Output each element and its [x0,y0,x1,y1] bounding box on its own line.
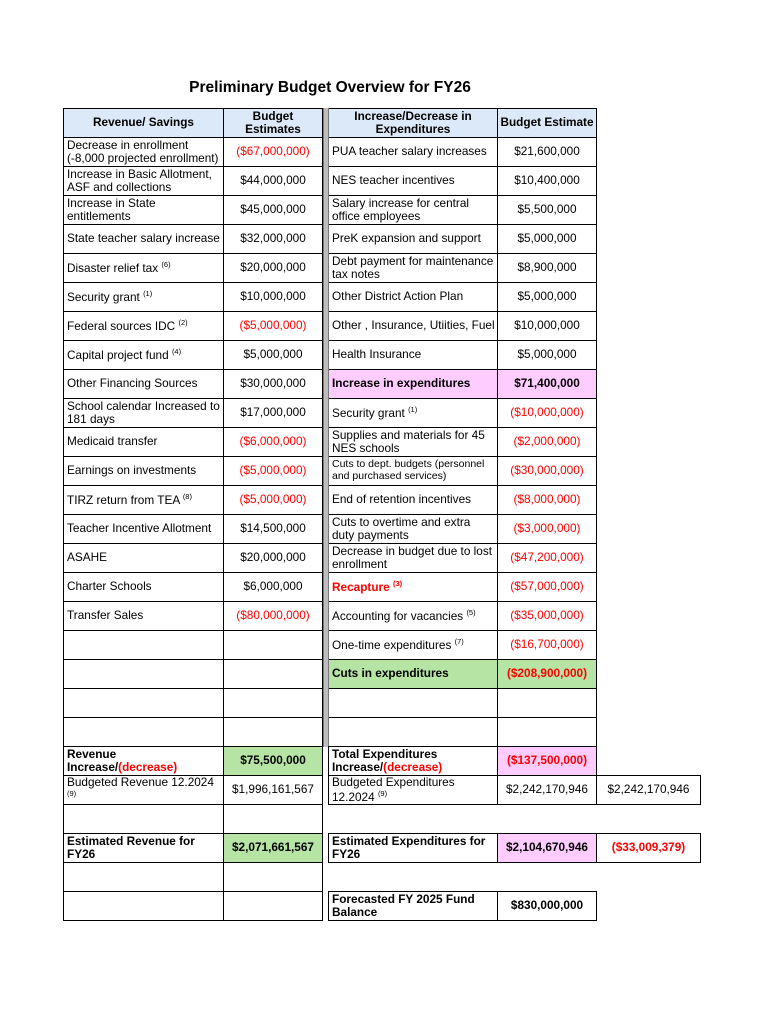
revenue-item-label: State teacher salary increase [67,231,220,246]
row-expenditure-item [328,514,498,544]
row-revenue-item [63,166,224,196]
expenditure-item-label: Health Insurance [332,347,422,362]
expenditure-amount: ($2,000,000) [513,434,581,449]
revenue-amount: $20,000,000 [240,260,306,275]
header-expenditure-estimate-label: Budget Estimate [500,115,594,130]
revenue-item-label: School calendar Increased to 181 days [67,398,220,426]
revenue-amount: ($5,000,000) [239,463,307,478]
column-separator [323,108,329,747]
row-expenditure-item [328,427,498,457]
row-revenue-item [63,659,224,689]
estimated-expenditures-label [328,833,498,863]
expenditure-item [332,145,487,158]
footnote-ref: (8) [182,491,192,501]
expenditure-item-label: NES teacher incentives [332,173,455,188]
revenue-item-label: Other Financing Sources [67,376,198,391]
empty-cell [223,891,323,921]
revenue-item-label: Transfer Sales [67,608,144,623]
row-revenue-item [63,601,224,631]
row-expenditure-item [328,659,498,689]
total-expenditures-amount [497,746,597,776]
expenditure-amount: ($3,000,000) [513,521,581,536]
expenditure-amount: $71,400,000 [514,376,580,391]
empty-cell [328,688,498,718]
row-revenue-item [63,543,224,573]
budgeted-expenditures-value: $2,242,170,946 [505,782,588,797]
row-revenue-amount [223,340,323,370]
total-expenditures-text: Total Expenditures Increase/ [332,746,438,774]
expenditure-item-label: Accounting for vacancies [332,608,464,623]
empty-cell [63,891,224,921]
estimated-revenue-amount [223,833,323,863]
revenue-item [67,168,221,194]
row-expenditure-item [328,456,498,486]
expenditure-item [332,290,463,303]
revenue-amount: $20,000,000 [240,550,306,565]
revenue-amount: ($5,000,000) [239,318,307,333]
revenue-item-label: Charter Schools [67,579,152,594]
row-expenditure-item [328,485,498,515]
row-revenue-amount [223,224,323,254]
row-expenditure-item [328,572,498,602]
budgeted-expenditures [332,776,495,803]
expenditure-amount: $10,400,000 [514,173,580,188]
footnote-ref: (7) [454,636,464,646]
expenditure-item-label: Decrease in budget due to lost enrollment [332,543,493,571]
revenue-amount: $10,000,000 [240,289,306,304]
empty-cell [497,717,597,747]
expenditure-amount: $8,900,000 [517,260,577,275]
budgeted-revenue [67,776,221,803]
revenue-item [67,493,192,507]
revenue-item [67,290,152,304]
estimated-revenue-text: Estimated Revenue for FY26 [67,833,195,861]
footnote-ref: (1) [143,288,153,298]
expenditure-amount: ($8,000,000) [513,492,581,507]
expenditure-item-label: Increase in expenditures [332,376,471,391]
row-expenditure-item [328,340,498,370]
row-revenue-amount [223,137,323,167]
revenue-item [67,464,196,477]
revenue-item-label: Increase in Basic Allotment, ASF and collections [67,166,212,194]
expenditure-amount: $5,500,000 [517,202,577,217]
expenditure-item-label: Recapture [332,579,390,594]
row-expenditure-amount [497,601,597,631]
row-revenue-item [63,369,224,399]
empty-cell [63,862,224,892]
expenditure-item [332,667,449,680]
budgeted-expenditures-label: Budgeted Expenditures 12.2024 [332,775,455,804]
estimated-expenditures-text: Estimated Expenditures for FY26 [332,833,486,861]
estimated-difference-value: ($33,009,379) [611,840,686,855]
expenditure-item-label: Debt payment for maintenance tax notes [332,253,494,281]
row-revenue-item [63,630,224,660]
row-revenue-amount [223,369,323,399]
revenue-item-label: Disaster relief tax [67,260,159,275]
revenue-increase [67,748,221,774]
row-revenue-item [63,514,224,544]
row-expenditure-amount [497,485,597,515]
expenditure-item [332,348,421,361]
revenue-item-label: Increase in State entitlements [67,195,156,223]
revenue-item-label: TIRZ return from TEA [67,492,180,507]
budgeted-expenditures-label [328,775,498,805]
page-title: Preliminary Budget Overview for FY26 [189,79,471,96]
footnote-ref: (9) [67,788,77,798]
revenue-item [67,377,198,390]
expenditure-item-label: Other , Insurance, Utiities, Fuel [332,318,495,333]
row-expenditure-item [328,137,498,167]
estimated-revenue-label [63,833,224,863]
row-expenditure-amount [497,543,597,573]
revenue-amount: $30,000,000 [240,376,306,391]
revenue-amount: ($6,000,000) [239,434,307,449]
row-revenue-item [63,137,224,167]
expenditure-item [332,459,495,483]
empty-cell [223,804,323,834]
expenditure-item [332,516,495,542]
revenue-item [67,348,181,362]
total-expenditures [332,748,495,774]
row-revenue-amount [223,427,323,457]
expenditure-item [332,545,495,571]
row-revenue-item [63,311,224,341]
empty-cell [223,717,323,747]
expenditure-item [332,580,402,594]
budgeted-revenue-label [63,775,224,805]
revenue-item-label: Medicaid transfer [67,434,158,449]
row-revenue-item [63,427,224,457]
row-revenue-amount [223,456,323,486]
row-expenditure-amount [497,311,597,341]
revenue-item-label: Capital project fund [67,347,169,362]
row-expenditure-amount [497,398,597,428]
expenditure-amount: ($208,900,000) [506,666,588,681]
expenditure-item-label: PreK expansion and support [332,231,481,246]
expenditure-item-label: Supplies and materials for 45 NES schools [332,427,485,455]
revenue-item-label: Security grant [67,289,140,304]
expenditure-amount: ($47,200,000) [510,550,584,565]
expenditure-amount: ($10,000,000) [510,405,584,420]
row-expenditure-item [328,224,498,254]
expenditure-item [332,232,481,245]
revenue-item-label: Federal sources IDC [67,318,176,333]
row-expenditure-amount [497,514,597,544]
expenditure-item-label: Cuts in expenditures [332,666,449,681]
expenditure-amount: $5,000,000 [517,231,577,246]
revenue-amount: ($80,000,000) [236,608,310,623]
revenue-amount: $6,000,000 [243,579,303,594]
expenditure-amount: ($16,700,000) [510,637,584,652]
revenue-increase-label [63,746,224,776]
row-revenue-amount [223,195,323,225]
expenditure-amount: $21,600,000 [514,144,580,159]
row-expenditure-amount [497,166,597,196]
row-expenditure-amount [497,630,597,660]
row-expenditure-amount [497,253,597,283]
row-expenditure-amount [497,137,597,167]
expenditure-item-label: Cuts to dept. budgets (personnel and purchased services) [332,458,485,482]
row-expenditure-amount [497,369,597,399]
row-revenue-amount [223,253,323,283]
total-expenditures-decrease: (decrease) [383,760,443,774]
expenditure-amount: $5,000,000 [517,289,577,304]
estimated-expenditures-value: $2,104,670,946 [505,840,588,855]
empty-cell [223,862,323,892]
row-revenue-item [63,572,224,602]
expenditure-item [332,197,495,223]
revenue-item-label: Earnings on investments [67,463,197,478]
row-expenditure-item [328,195,498,225]
footnote-ref: (4) [171,346,182,356]
row-expenditure-amount [497,572,597,602]
row-revenue-amount [223,166,323,196]
budgeted-expenditures-amount [497,775,597,805]
header-revenue-estimates-label: Budget Estimates [245,108,301,136]
row-revenue-amount [223,572,323,602]
row-expenditure-amount [497,659,597,689]
expenditure-item [332,174,455,187]
expenditure-amount: ($57,000,000) [510,579,584,594]
empty-cell [63,804,224,834]
total-expenditures-label [328,746,498,776]
revenue-increase-decrease: (decrease) [118,760,178,774]
row-revenue-item [63,398,224,428]
row-revenue-amount [223,282,323,312]
row-expenditure-item [328,601,498,631]
row-expenditure-item [328,398,498,428]
fund-balance-amount [497,891,597,921]
revenue-amount: $17,000,000 [240,405,306,420]
revenue-amount: $44,000,000 [240,173,306,188]
revenue-amount: $14,500,000 [240,521,306,536]
footnote-ref: (1) [408,404,418,414]
revenue-item [67,580,152,593]
row-revenue-item [63,195,224,225]
header-expenditures [328,108,498,138]
budgeted-revenue-label: Budgeted Revenue 12.2024 [67,775,214,790]
expenditure-item [332,377,470,390]
expenditure-item-label: Cuts to overtime and extra duty payments [332,514,471,542]
revenue-item-label: ASAHE [67,550,107,565]
expenditure-item-label: PUA teacher salary increases [332,144,487,159]
budgeted-revenue-value: $1,996,161,567 [231,782,314,797]
empty-cell [63,688,224,718]
expenditure-item-label: One-time expenditures [332,637,452,652]
row-revenue-item [63,282,224,312]
row-revenue-item [63,253,224,283]
header-revenue-estimates [223,108,323,138]
empty-cell [223,688,323,718]
row-revenue-amount [223,514,323,544]
row-expenditure-item [328,311,498,341]
fund-balance-text: Forecasted FY 2025 Fund Balance [332,891,475,919]
row-revenue-amount [223,659,323,689]
row-expenditure-amount [497,195,597,225]
row-expenditure-item [328,166,498,196]
expenditure-item [332,638,464,652]
revenue-item [67,261,171,275]
estimated-revenue-value: $2,071,661,567 [231,840,314,855]
row-revenue-amount [223,311,323,341]
revenue-amount: ($67,000,000) [236,144,310,159]
row-revenue-amount [223,398,323,428]
budgeted-expenditures-extra-value: $2,242,170,946 [607,782,690,797]
expenditure-item-label: Other District Action Plan [332,289,464,304]
row-expenditure-amount [497,456,597,486]
fund-balance-label [328,891,498,921]
expenditure-item-label: Security grant [332,405,405,420]
total-expenditures-value: ($137,500,000) [506,753,588,768]
row-revenue-item [63,224,224,254]
expenditure-item [332,319,495,332]
footnote-ref: (5) [466,607,476,617]
revenue-increase-amount [223,746,323,776]
revenue-amount: $45,000,000 [240,202,306,217]
footnote-ref: (3) [392,578,403,588]
row-revenue-amount [223,543,323,573]
footnote-ref: (2) [178,317,188,327]
expenditure-item-label: End of retention incentives [332,492,472,507]
row-expenditure-amount [497,282,597,312]
empty-cell [63,717,224,747]
row-expenditure-item [328,282,498,312]
expenditure-amount: $5,000,000 [517,347,577,362]
footnote-ref: (6) [161,259,171,269]
estimated-difference [596,833,701,863]
header-revenue-label: Revenue/ Savings [93,115,194,130]
row-revenue-item [63,340,224,370]
row-expenditure-amount [497,224,597,254]
revenue-item [67,400,221,426]
revenue-item [67,609,143,622]
expenditure-amount: ($35,000,000) [510,608,584,623]
row-revenue-item [63,456,224,486]
header-expenditure-estimate [497,108,597,138]
row-expenditure-item [328,369,498,399]
footnote-ref: (9) [377,788,388,798]
fund-balance-value: $830,000,000 [510,898,584,913]
expenditure-amount: $10,000,000 [514,318,580,333]
revenue-amount: ($5,000,000) [239,492,307,507]
row-expenditure-amount [497,340,597,370]
empty-cell [328,717,498,747]
estimated-expenditures-amount [497,833,597,863]
expenditure-item [332,429,495,455]
budgeted-revenue-amount [223,775,323,805]
revenue-amount: $32,000,000 [240,231,306,246]
header-expenditures-label: Increase/Decrease in Expenditures [354,108,472,136]
expenditure-item [332,406,417,420]
revenue-item-label: Teacher Incentive Allotment [67,521,212,536]
header-revenue [63,108,224,138]
row-revenue-amount [223,485,323,515]
row-expenditure-amount [497,427,597,457]
row-expenditure-item [328,630,498,660]
expenditure-item-label: Salary increase for central office employees [332,195,470,223]
budgeted-expenditures-extra [596,775,701,805]
revenue-item [67,319,188,333]
revenue-item [67,139,221,165]
revenue-amount: $5,000,000 [243,347,303,362]
row-revenue-amount [223,630,323,660]
expenditure-item [332,609,476,623]
empty-cell [497,688,597,718]
row-expenditure-item [328,253,498,283]
revenue-item-label: Decrease in enrollment (-8,000 projected enrollment) [67,137,219,165]
revenue-item [67,435,157,448]
row-revenue-item [63,485,224,515]
revenue-item [67,522,211,535]
row-revenue-amount [223,601,323,631]
revenue-item [67,232,220,245]
revenue-increase-value: $75,500,000 [240,753,306,768]
expenditure-amount: ($30,000,000) [510,463,584,478]
revenue-item [67,551,107,564]
row-expenditure-item [328,543,498,573]
revenue-item [67,197,221,223]
expenditure-item [332,255,495,281]
revenue-increase-text: Revenue Increase/ [67,746,119,774]
expenditure-item [332,493,471,506]
